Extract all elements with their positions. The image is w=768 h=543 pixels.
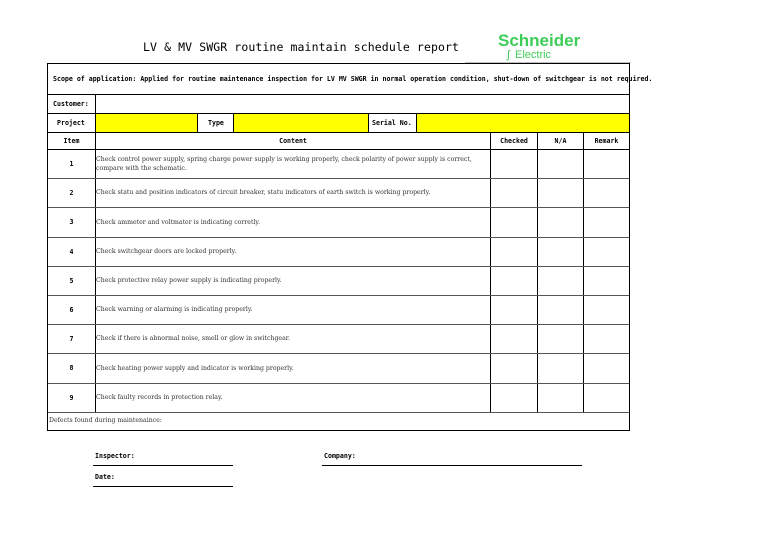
- remark-cell[interactable]: [584, 150, 629, 178]
- na-cell[interactable]: [538, 384, 583, 412]
- checked-cell[interactable]: [491, 150, 537, 178]
- scope-text: Scope of application: Applied for routine maintenance inspection for LV MV SWGR in normal operation condition, shut-down of switchgear is not required.: [53, 75, 653, 83]
- col-item: Item: [63, 137, 80, 145]
- logo-wordmark: Schneider: [498, 31, 581, 50]
- checked-cell[interactable]: [491, 179, 537, 207]
- item-number: 4: [69, 247, 74, 256]
- table-row: [48, 208, 629, 237]
- item-content: Check switchgear doors are locked properly.: [96, 247, 237, 255]
- item-number: 7: [69, 335, 74, 344]
- inspector-label: Inspector:: [95, 452, 135, 460]
- col-na: N/A: [554, 137, 567, 145]
- project-label: Project: [57, 119, 85, 127]
- table-row: [48, 238, 629, 267]
- remark-cell[interactable]: [584, 384, 629, 412]
- report-title: LV & MV SWGR routine maintain schedule report: [143, 40, 460, 54]
- table-row: [48, 267, 629, 296]
- checked-cell[interactable]: [491, 384, 537, 412]
- customer-label: Customer:: [53, 100, 89, 108]
- checked-cell[interactable]: [491, 267, 537, 295]
- table-row: [48, 354, 629, 383]
- col-remark: Remark: [594, 137, 619, 145]
- table-row: [48, 296, 629, 325]
- na-cell[interactable]: [538, 354, 583, 382]
- item-content: Check faulty records in protection relay.: [96, 393, 223, 401]
- table-row: [48, 179, 629, 208]
- item-content: Check control power supply, spring charge power supply is working properly, check polarity of power supply is correct, compare with the schematic.: [96, 155, 472, 173]
- remark-cell[interactable]: [584, 179, 629, 207]
- date-label: Date:: [95, 473, 115, 481]
- schneider-electric-logo: [497, 30, 593, 62]
- remark-cell[interactable]: [584, 354, 629, 382]
- table-header: [48, 133, 629, 150]
- na-cell[interactable]: [538, 238, 583, 266]
- company-signature-line[interactable]: [322, 465, 582, 466]
- type-field[interactable]: [234, 114, 368, 132]
- defects-label: Defects found during maintenaince:: [49, 417, 162, 425]
- divider: [95, 95, 96, 113]
- logo-subword: Electric: [515, 49, 552, 61]
- project-row: [48, 114, 629, 133]
- customer-row: [48, 95, 629, 114]
- item-number: 3: [69, 218, 74, 227]
- remark-cell[interactable]: [584, 238, 629, 266]
- na-cell[interactable]: [538, 267, 583, 295]
- na-cell[interactable]: [538, 150, 583, 178]
- remark-cell[interactable]: [584, 208, 629, 236]
- item-content: Check warning or alarming is indicating properly.: [96, 306, 253, 314]
- item-content: Check ammeter and voltmater is indicating corretly.: [96, 218, 261, 226]
- report-form: [47, 63, 653, 431]
- na-cell[interactable]: [538, 296, 583, 324]
- col-checked: Checked: [500, 137, 528, 145]
- checked-cell[interactable]: [491, 208, 537, 236]
- defects-row: [48, 412, 629, 430]
- na-cell[interactable]: [538, 179, 583, 207]
- table-row: [48, 150, 629, 179]
- checked-cell[interactable]: [491, 296, 537, 324]
- inspector-signature-line[interactable]: [93, 465, 233, 466]
- company-label: Company:: [324, 452, 356, 460]
- table-row: [48, 325, 629, 354]
- item-number: 5: [69, 276, 74, 285]
- divider: [368, 114, 369, 132]
- remark-cell[interactable]: [584, 296, 629, 324]
- item-content: Check heating power supply and indicator is working properly.: [96, 364, 294, 372]
- item-number: 6: [69, 306, 74, 315]
- date-signature-line[interactable]: [93, 486, 233, 487]
- checked-cell[interactable]: [491, 354, 537, 382]
- scope-row: [48, 64, 653, 95]
- item-content: Check if there is abnormal noise, smell or glow in switchgear.: [96, 335, 290, 343]
- remark-cell[interactable]: [584, 267, 629, 295]
- type-label: Type: [208, 119, 224, 127]
- divider: [197, 114, 198, 132]
- item-number: 9: [69, 393, 74, 402]
- col-content: Content: [279, 137, 307, 145]
- project-field[interactable]: [96, 114, 197, 132]
- na-cell[interactable]: [538, 208, 583, 236]
- item-content: Check statu and position indicators of circuit breaker, statu indicators of earth switch is working properly.: [96, 189, 431, 197]
- checked-cell[interactable]: [491, 238, 537, 266]
- customer-field[interactable]: [98, 95, 628, 113]
- checked-cell[interactable]: [491, 325, 537, 353]
- logo-life-icon: ∫: [507, 49, 511, 61]
- na-cell[interactable]: [538, 325, 583, 353]
- item-number: 2: [69, 189, 74, 198]
- item-number: 8: [69, 364, 74, 373]
- table-row: [48, 384, 629, 413]
- item-content: Check protective relay power supply is indicating properly.: [96, 277, 282, 285]
- item-number: 1: [69, 160, 74, 169]
- serial-label: Serial No.: [372, 119, 412, 127]
- remark-cell[interactable]: [584, 325, 629, 353]
- serial-field[interactable]: [417, 114, 629, 132]
